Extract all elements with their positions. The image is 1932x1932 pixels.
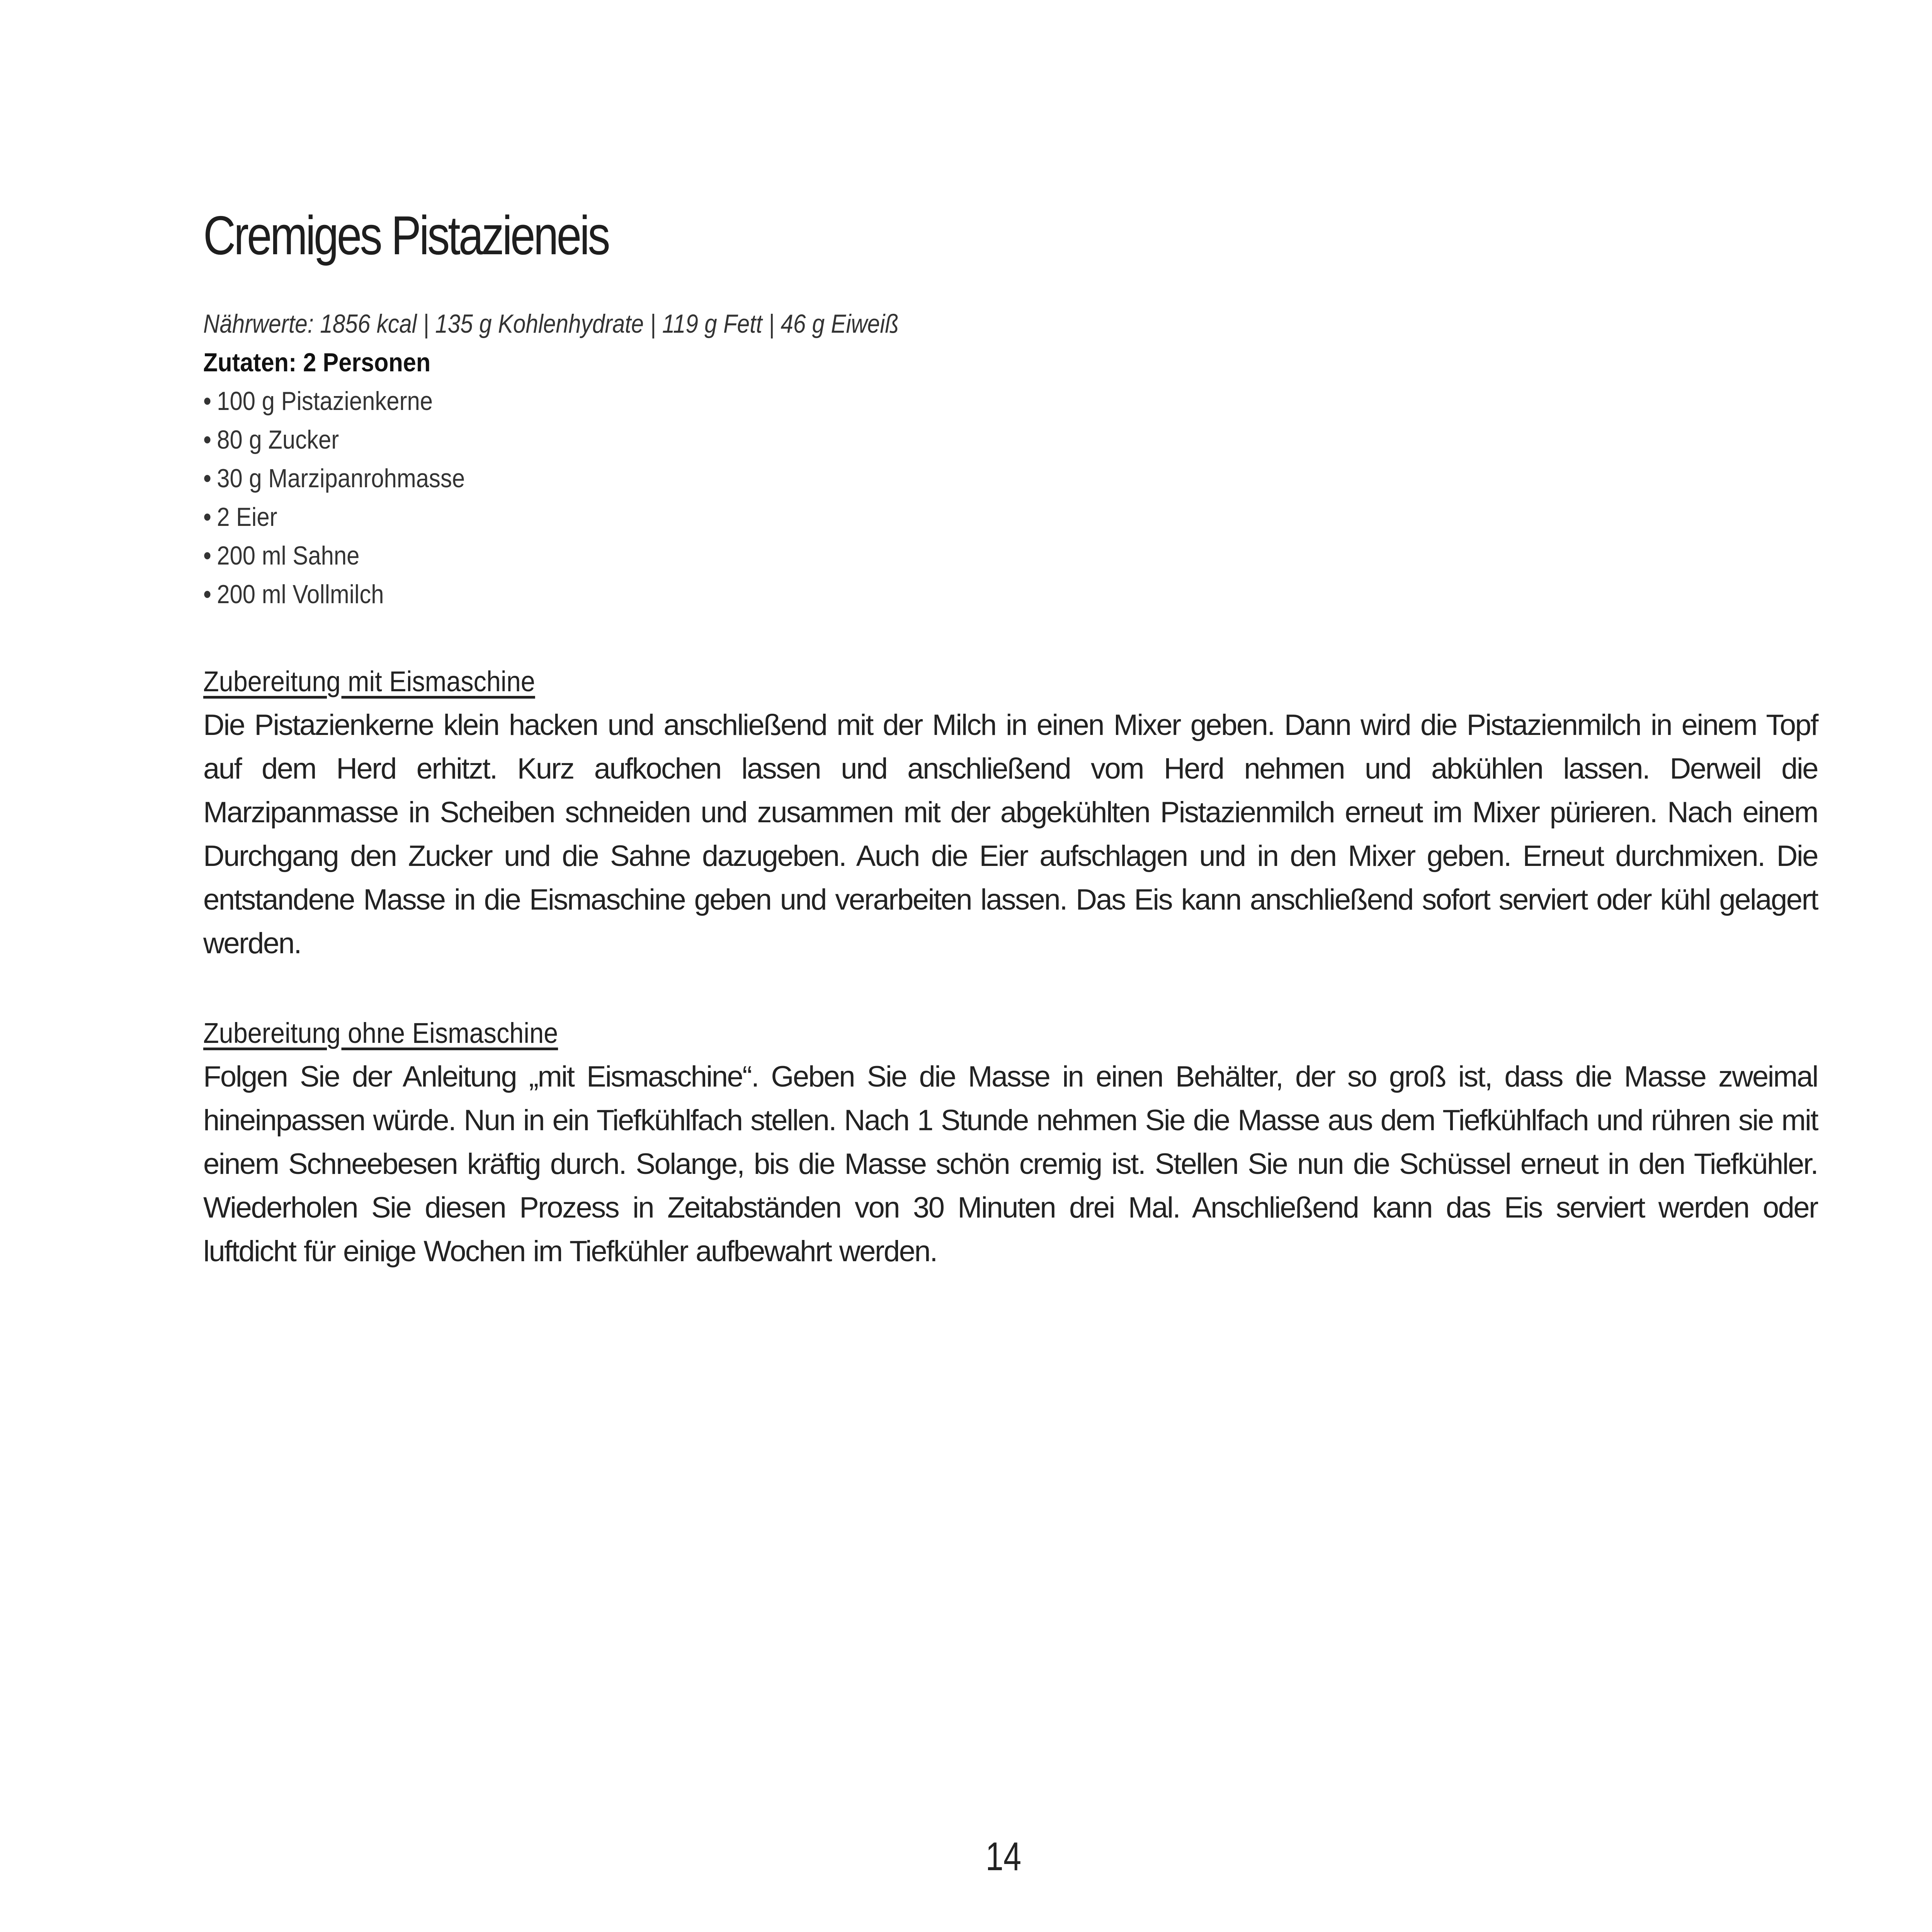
ingredient-list — [203, 382, 1818, 614]
bullet-icon: • — [203, 386, 211, 416]
section-without-machine — [203, 1012, 1818, 1273]
ingredient-item: • 30 g Marzipanrohmasse — [203, 459, 1624, 498]
bullet-icon: • — [203, 464, 211, 493]
bullet-icon: • — [203, 580, 211, 609]
recipe-title: Cremiges Pistazieneis — [203, 205, 609, 266]
section-heading: Zubereitung ohne Eismaschine — [203, 1017, 558, 1049]
ingredient-item: • 2 Eier — [203, 498, 1624, 536]
recipe-page — [203, 201, 1818, 1273]
section-body: Folgen Sie der Anleitung „mit Eismaschine“. Geben Sie die Masse in einen Behälter, der so groß ist, dass die Masse zweimal hineinpassen würde. Nun in ein Tiefkühlfach stellen. Nach 1 Stunde nehmen Sie die Masse aus dem Tiefkühlfach und rühren sie mit einem Schneebesen kräftig durch. Solange, bis die Masse schön cremig ist. Stellen Sie nun die Schüssel erneut in den Tiefkühler. Wiederholen Sie diesen Prozess in Zeitabständen von 30 Minuten drei Mal. Anschließend kann das Eis serviert werden oder luftdicht für einige Wochen im Tiefkühler aufbewahrt werden. — [203, 1060, 1818, 1268]
section-heading: Zubereitung mit Eismaschine — [203, 665, 535, 697]
section-body: Die Pistazienkerne klein hacken und anschließend mit der Milch in einen Mixer geben. Dann wird die Pistazienmilch in einem Topf auf dem Herd erhitzt. Kurz aufkochen lassen und anschließend vom Herd nehmen und abkühlen lassen. Derweil die Marzipanmasse in Scheiben schneiden und zusammen mit der abgekühlten Pistazienmilch erneut im Mixer pürieren. Nach einem Durchgang den Zucker und die Sahne dazugeben. Auch die Eier aufschlagen und in den Mixer geben. Erneut durchmixen. Die entstandene Masse in die Eismaschine geben und verarbeiten lassen. Das Eis kann anschließend sofort serviert oder kühl gelagert werden. — [203, 709, 1818, 960]
bullet-icon: • — [203, 425, 211, 454]
section-with-machine — [203, 660, 1818, 965]
ingredient-item: • 80 g Zucker — [203, 420, 1624, 459]
ingredient-item: • 100 g Pistazienkerne — [203, 382, 1624, 420]
ingredient-item: • 200 ml Vollmilch — [203, 575, 1624, 614]
bullet-icon: • — [203, 541, 211, 570]
page-number: 14 — [985, 1834, 1022, 1879]
bullet-icon: • — [203, 502, 211, 532]
ingredient-item: • 200 ml Sahne — [203, 536, 1624, 575]
nutrition-info: Nährwerte: 1856 kcal | 135 g Kohlenhydrate | 119 g Fett | 46 g Eiweiß — [203, 309, 899, 338]
ingredients-heading: Zutaten: 2 Personen — [203, 348, 431, 377]
